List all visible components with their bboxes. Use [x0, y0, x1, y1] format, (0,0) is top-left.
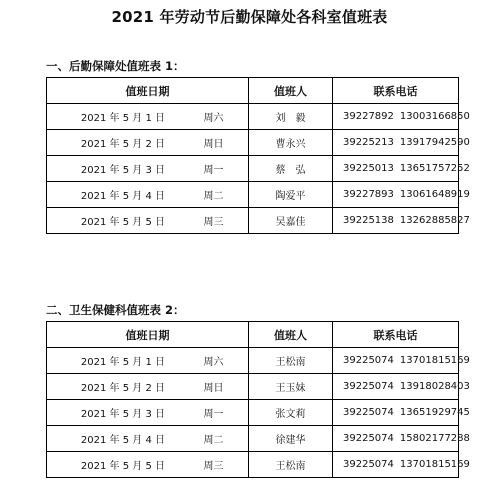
office-phone: 39225074 — [343, 355, 394, 366]
weekday-text: 周一 — [203, 409, 224, 420]
office-phone: 39225074 — [343, 433, 394, 444]
table-row — [47, 452, 459, 478]
page-title: 2021 年劳动节后勤保障处各科室值班表 — [111, 8, 388, 26]
phone-cell — [333, 374, 470, 400]
office-phone: 39225013 — [343, 163, 394, 174]
date-text: 2021 年 5 月 4 日 — [80, 435, 165, 446]
column-header-date: 值班日期 — [47, 78, 249, 104]
person-cell: 刘 毅 — [249, 104, 333, 130]
person-cell: 吴嘉佳 — [249, 208, 333, 234]
mobile-phone: 13003166850 — [399, 111, 470, 122]
person-cell: 王玉妹 — [249, 374, 333, 400]
date-text: 2021 年 5 月 5 日 — [80, 217, 165, 228]
section-heading-logistics: 一、后勤保障处值班表 1： — [46, 59, 185, 73]
phone-cell — [333, 400, 470, 426]
mobile-phone: 13262885827 — [399, 215, 470, 226]
date-text: 2021 年 5 月 2 日 — [80, 383, 165, 394]
office-phone: 39225074 — [343, 407, 394, 418]
phone-cell — [333, 156, 470, 182]
mobile-phone: 13701815169 — [399, 459, 470, 470]
mobile-phone: 13917942590 — [399, 137, 470, 148]
person-cell: 曹永兴 — [249, 130, 333, 156]
weekday-text: 周日 — [203, 383, 224, 394]
weekday-text: 周二 — [203, 435, 224, 446]
weekday-text: 周六 — [203, 357, 224, 368]
mobile-phone: 15802177288 — [399, 433, 470, 444]
phone-cell — [333, 348, 470, 374]
mobile-phone: 13651929745 — [399, 407, 470, 418]
table-row — [47, 130, 459, 156]
date-text: 2021 年 5 月 3 日 — [80, 409, 165, 420]
person-cell: 王松南 — [249, 348, 333, 374]
office-phone: 39225138 — [343, 215, 394, 226]
weekday-text: 周三 — [203, 217, 224, 228]
office-phone: 39227893 — [343, 189, 394, 200]
phone-cell — [333, 104, 470, 130]
date-text: 2021 年 5 月 4 日 — [80, 191, 165, 202]
office-phone: 39227892 — [343, 111, 394, 122]
person-cell: 徐建华 — [249, 426, 333, 452]
mobile-phone: 13701815169 — [399, 355, 470, 366]
date-cell — [47, 130, 249, 156]
date-text: 2021 年 5 月 2 日 — [80, 139, 165, 150]
table-header-row — [47, 322, 459, 348]
person-cell: 张文莉 — [249, 400, 333, 426]
office-phone: 39225074 — [343, 459, 394, 470]
date-cell — [47, 348, 249, 374]
column-header-person: 值班人 — [249, 322, 333, 348]
date-cell — [47, 156, 249, 182]
weekday-text: 周日 — [203, 139, 224, 150]
office-phone: 39225074 — [343, 381, 394, 392]
date-text: 2021 年 5 月 1 日 — [80, 357, 165, 368]
mobile-phone: 13061648919 — [399, 189, 470, 200]
date-cell — [47, 426, 249, 452]
date-cell — [47, 208, 249, 234]
duty-table-health — [46, 321, 470, 478]
date-cell — [47, 182, 249, 208]
mobile-phone: 13651757252 — [399, 163, 470, 174]
phone-cell — [333, 426, 470, 452]
weekday-text: 周三 — [203, 461, 224, 472]
date-cell — [47, 452, 249, 478]
person-cell: 蔡 弘 — [249, 156, 333, 182]
table-row — [47, 400, 459, 426]
phone-cell — [333, 130, 470, 156]
table-row — [47, 208, 459, 234]
table-row — [47, 348, 459, 374]
duty-table-logistics — [46, 77, 470, 234]
office-phone: 39225213 — [343, 137, 394, 148]
phone-cell — [333, 452, 470, 478]
table-row — [47, 104, 459, 130]
phone-cell — [333, 208, 470, 234]
phone-cell — [333, 182, 470, 208]
table-header-row — [47, 78, 459, 104]
column-header-phone: 联系电话 — [333, 78, 459, 104]
weekday-text: 周六 — [203, 113, 224, 124]
date-text: 2021 年 5 月 1 日 — [80, 113, 165, 124]
mobile-phone: 13918028403 — [399, 381, 470, 392]
person-cell: 陶爱平 — [249, 182, 333, 208]
date-cell — [47, 374, 249, 400]
date-cell — [47, 104, 249, 130]
column-header-person: 值班人 — [249, 78, 333, 104]
date-text: 2021 年 5 月 3 日 — [80, 165, 165, 176]
person-cell: 王松南 — [249, 452, 333, 478]
weekday-text: 周二 — [203, 191, 224, 202]
date-cell — [47, 400, 249, 426]
column-header-phone: 联系电话 — [333, 322, 459, 348]
table-row — [47, 374, 459, 400]
table-row — [47, 426, 459, 452]
weekday-text: 周一 — [203, 165, 224, 176]
table-row — [47, 182, 459, 208]
date-text: 2021 年 5 月 5 日 — [80, 461, 165, 472]
section-heading-health: 二、卫生保健科值班表 2： — [46, 303, 185, 317]
column-header-date: 值班日期 — [47, 322, 249, 348]
table-row — [47, 156, 459, 182]
